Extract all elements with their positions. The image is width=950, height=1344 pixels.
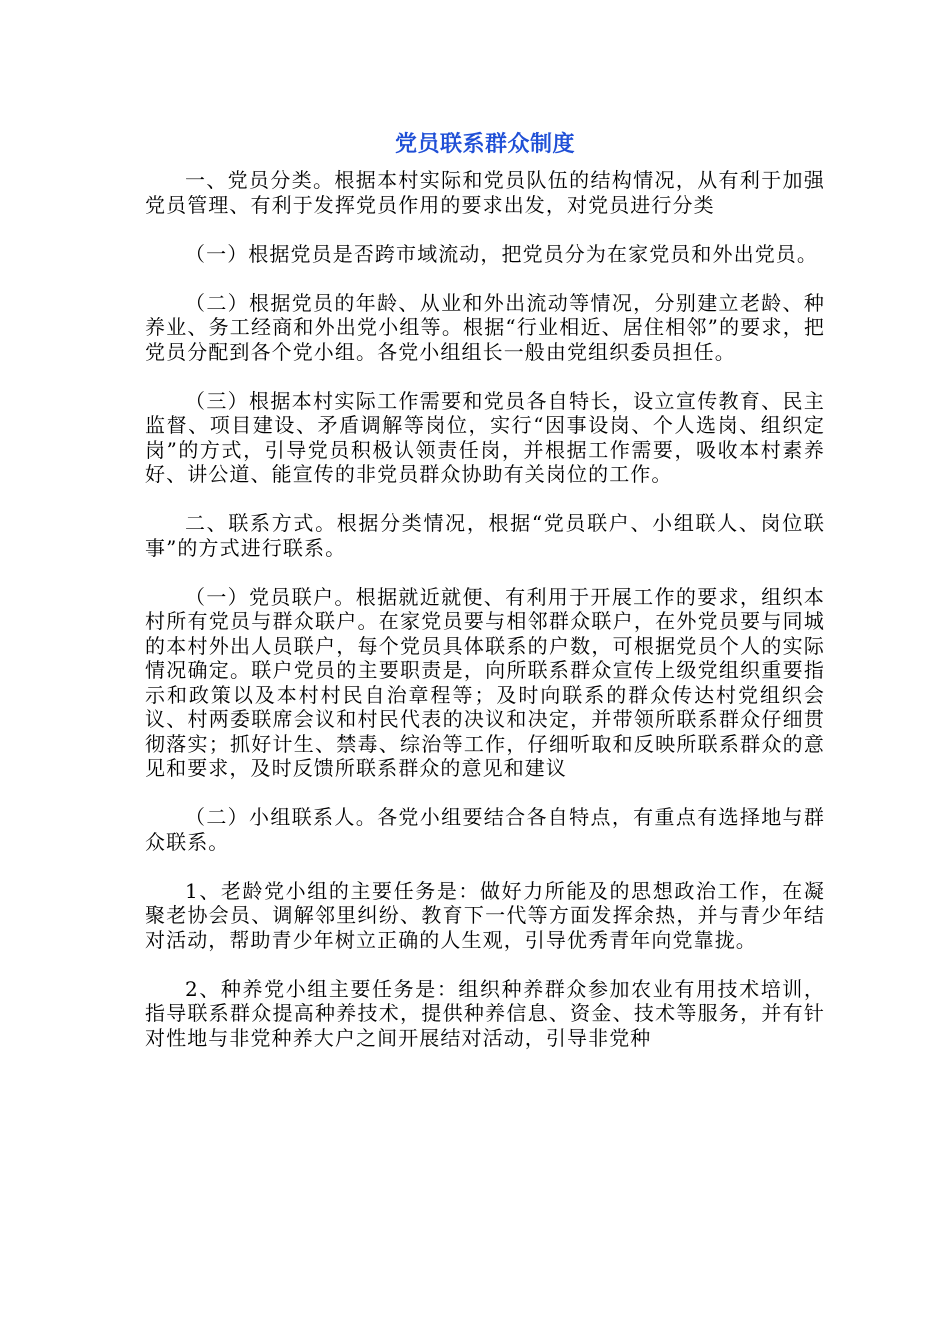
document-title: 党员联系群众制度 [394,132,575,157]
paragraph-spacer [145,560,825,585]
paragraph-group-contact: （二）小组联系人。各党小组要结合各自特点，有重点有选择地与群众联系。 [145,805,825,854]
paragraph-party-member-classification: 一、党员分类。根据本村实际和党员队伍的结构情况，从有利于加强党员管理、有利于发挥党员作用的要求出发，对党员进行分类 [145,168,825,217]
paragraph-job-positions: （三）根据本村实际工作需要和党员各自特长，设立宣传教育、民主监督、项目建设、矛盾调解等岗位，实行“因事设岗、个人选岗、组织定岗”的方式，引导党员积极认领责任岗，并根据工作需要，吸收本村素养好、讲公道、能宣传的非党员群众协助有关岗位的工作。 [145,388,825,486]
paragraph-spacer [145,364,825,389]
paragraph-member-household-contact: （一）党员联户。根据就近就便、有利用于开展工作的要求，组织本村所有党员与群众联户。在家党员要与相邻群众联户，在外党员要与同城的本村外出人员联户，每个党员具体联系的户数，可根据党员个人的实际情况确定。联户党员的主要职责是，向所联系群众宣传上级党组织重要指示和政策以及本村村民自治章程等；及时向联系的群众传达村党组织会议、村两委联席会议和村民代表的决议和决定，并带领所联系群众仔细贯彻落实；抓好计生、禁毒、综治等工作，仔细听取和反映所联系群众的意见和要求，及时反馈所联系群众的意见和建议 [145,584,825,780]
paragraph-elderly-group-tasks: 1、老龄党小组的主要任务是：做好力所能及的思想政治工作，在凝聚老协会员、调解邻里纠纷、教育下一代等方面发挥余热，并与青少年结对活动，帮助青少年树立正确的人生观，引导优秀青年向党靠拢。 [145,878,825,952]
paragraph-spacer [145,854,825,879]
document-page [145,130,825,1050]
paragraph-farming-group-tasks: 2、种养党小组主要任务是：组织种养群众参加农业有用技术培训，指导联系群众提高种养技术，提供种养信息、资金、技术等服务，并有针对性地与非党种养大户之间开展结对活动，引导非党种 [145,976,825,1050]
paragraph-spacer [145,266,825,291]
paragraph-classification-by-mobility: （一）根据党员是否跨市域流动，把党员分为在家党员和外出党员。 [185,241,818,266]
paragraph-party-groups: （二）根据党员的年龄、从业和外出流动等情况，分别建立老龄、种养业、务工经商和外出党小组等。根据“行业相近、居住相邻”的要求，把党员分配到各个党小组。各党小组组长一般由党组织委员担任。 [145,290,825,364]
paragraph-spacer [145,487,825,512]
paragraph-contact-methods: 二、联系方式。根据分类情况，根据“党员联户、小组联人、岗位联事”的方式进行联系。 [145,511,825,560]
paragraph-spacer [145,781,825,806]
paragraph-spacer [145,217,825,242]
paragraph-spacer [145,952,825,977]
